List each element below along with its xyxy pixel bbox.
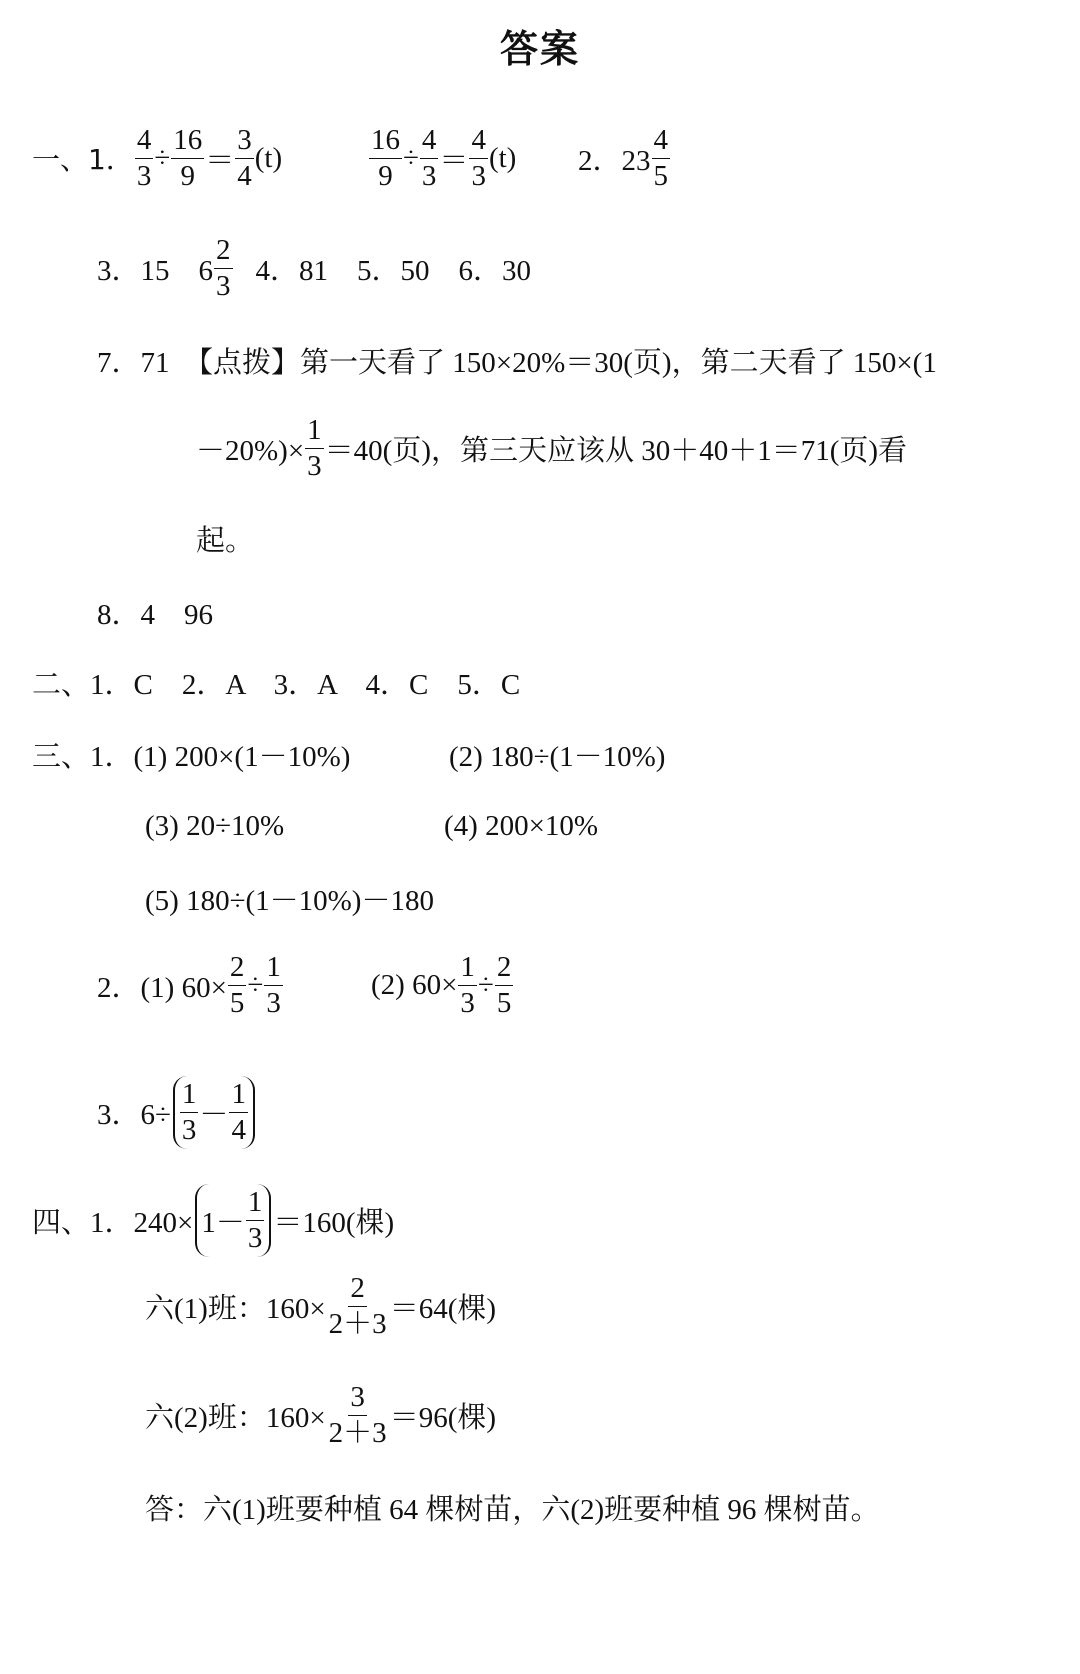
s1-q1 [32, 123, 283, 192]
denominator: 3 [266, 986, 281, 1019]
q8-text: 8．4 96 [97, 598, 214, 631]
s3-l2a [145, 796, 284, 856]
s4-text: 六(1)班：160× [145, 1292, 326, 1325]
fraction [171, 123, 204, 192]
unit: (t) [488, 141, 517, 174]
fraction [469, 123, 488, 192]
fraction [246, 1185, 265, 1254]
minus-sign: － [199, 1098, 229, 1131]
fraction [327, 1380, 389, 1449]
numerator: 4 [135, 126, 154, 159]
s1-q1-b [368, 123, 517, 192]
numerator: 4 [420, 126, 439, 159]
q3-text: 3．15 6 [97, 254, 214, 287]
q2-text: 2．23 [578, 144, 651, 177]
s3-l2b [444, 796, 598, 856]
div-sign: ÷ [154, 141, 171, 174]
denominator: 3 [460, 986, 475, 1019]
s4-text: 四、1．240× [32, 1206, 194, 1239]
q7-text: 起。 [196, 524, 255, 557]
s4-answer [145, 1477, 880, 1537]
numerator: 2 [214, 236, 233, 269]
fraction [135, 123, 154, 192]
s3-text: (2) 60× [371, 968, 458, 1001]
s4-class2 [145, 1380, 497, 1449]
denominator: 5 [229, 986, 245, 1019]
s1-q7-line1 [97, 330, 937, 390]
fraction [214, 233, 233, 302]
denominator: 3 [247, 1221, 263, 1254]
numerator: 1 [264, 953, 283, 986]
denominator: 3 [216, 269, 231, 302]
fraction [305, 413, 324, 482]
s3-text: (2) 180÷(1－10%) [449, 740, 666, 773]
fraction [327, 1271, 389, 1340]
fraction [369, 123, 402, 192]
eq-sign: ＝ [439, 144, 469, 177]
q4-6-text: 4．81 5．50 6．30 [255, 254, 532, 287]
denominator: 5 [653, 159, 669, 192]
s1-head: 一、1． [32, 143, 134, 176]
numerator: 16 [171, 126, 204, 159]
numerator: 4 [652, 126, 671, 159]
denominator: 3 [421, 159, 437, 192]
paren-group [173, 1076, 255, 1149]
s4-text: ＝160(棵) [273, 1206, 395, 1239]
q7-text: 7．71 【点拨】第一天看了 150×20%＝30(页)，第二天看了 150×(1 [97, 346, 937, 379]
s4-text: 1－ [201, 1206, 245, 1239]
paren-group [195, 1184, 271, 1257]
numerator: 16 [369, 126, 402, 159]
denominator: 4 [231, 1113, 246, 1146]
eq-sign: ＝ [205, 144, 235, 177]
s1-q3-6 [97, 233, 532, 302]
fraction [458, 950, 477, 1019]
s3-l1a [32, 724, 350, 784]
numerator: 2 [495, 953, 514, 986]
fraction [180, 1077, 199, 1146]
s3-l3 [145, 868, 434, 928]
denominator: 3 [136, 159, 152, 192]
denominator: 4 [237, 159, 252, 192]
s4-text: ＝64(棵) [389, 1292, 497, 1325]
fraction [228, 950, 247, 1019]
numerator: 1 [180, 1080, 199, 1113]
unit: (t) [254, 141, 283, 174]
s3-q3 [97, 1077, 257, 1146]
denominator: 3 [471, 159, 486, 192]
s4-class1 [145, 1271, 497, 1340]
s4-text: ＝96(棵) [389, 1401, 497, 1434]
numerator: 3 [235, 126, 254, 159]
numerator: 2 [228, 953, 247, 986]
denominator: 2＋3 [328, 1416, 387, 1449]
s3-text: (5) 180÷(1－10%)－180 [145, 884, 434, 917]
denominator: 5 [496, 986, 512, 1019]
numerator: 2 [348, 1274, 367, 1307]
s3-text: 3．6÷ [97, 1098, 171, 1131]
denominator: 9 [378, 159, 393, 192]
denominator: 3 [307, 449, 322, 482]
numerator: 3 [348, 1383, 367, 1416]
fraction [420, 123, 439, 192]
denominator: 9 [180, 159, 195, 192]
q7-text: ＝40(页)，第三天应该从 30＋40＋1＝71(页)看 [324, 434, 908, 467]
s4-q1 [32, 1185, 395, 1254]
s3-q2a: 2．(1) 60× $\frac{2}{5}$ ÷ $\frac{1}{3}$ [97, 950, 281, 1019]
s3-text: (3) 20÷10% [145, 809, 285, 842]
div-sign: ÷ [403, 141, 419, 174]
s1-q7-line2 [196, 413, 908, 482]
fraction [495, 950, 514, 1019]
denominator: 3 [181, 1113, 197, 1146]
denominator: 2＋3 [328, 1307, 387, 1340]
numerator: 1 [305, 416, 324, 449]
s3-text: 2．(1) 60× [97, 971, 227, 1004]
numerator: 1 [458, 953, 477, 986]
s4-text: 六(2)班：160× [145, 1401, 326, 1434]
s3-q2b: (2) 60× $\frac{1}{3}$ ÷ $\frac{2}{5}$ [371, 950, 512, 1019]
fraction [264, 950, 283, 1019]
page-title: 答案 [499, 27, 580, 71]
s1-q8 [97, 582, 213, 642]
s3-l1b [449, 724, 665, 784]
q7-text: －20%)× [196, 434, 305, 467]
numerator: 4 [469, 126, 488, 159]
fraction [235, 123, 254, 192]
fraction [229, 1077, 248, 1146]
s3-text: 三、1．(1) 200×(1－10%) [32, 740, 351, 773]
s1-q7-line3 [196, 508, 254, 568]
s2-line [32, 652, 520, 712]
s2-answers: 二、1．C 2．A 3．A 4．C 5．C [32, 668, 521, 701]
fraction [652, 123, 671, 192]
s1-q2 [578, 123, 671, 192]
numerator: 1 [229, 1080, 248, 1113]
numerator: 1 [246, 1188, 265, 1221]
s3-text: (4) 200×10% [444, 809, 599, 842]
answer-text: 答：六(1)班要种植 64 棵树苗，六(2)班要种植 96 棵树苗。 [145, 1493, 880, 1526]
